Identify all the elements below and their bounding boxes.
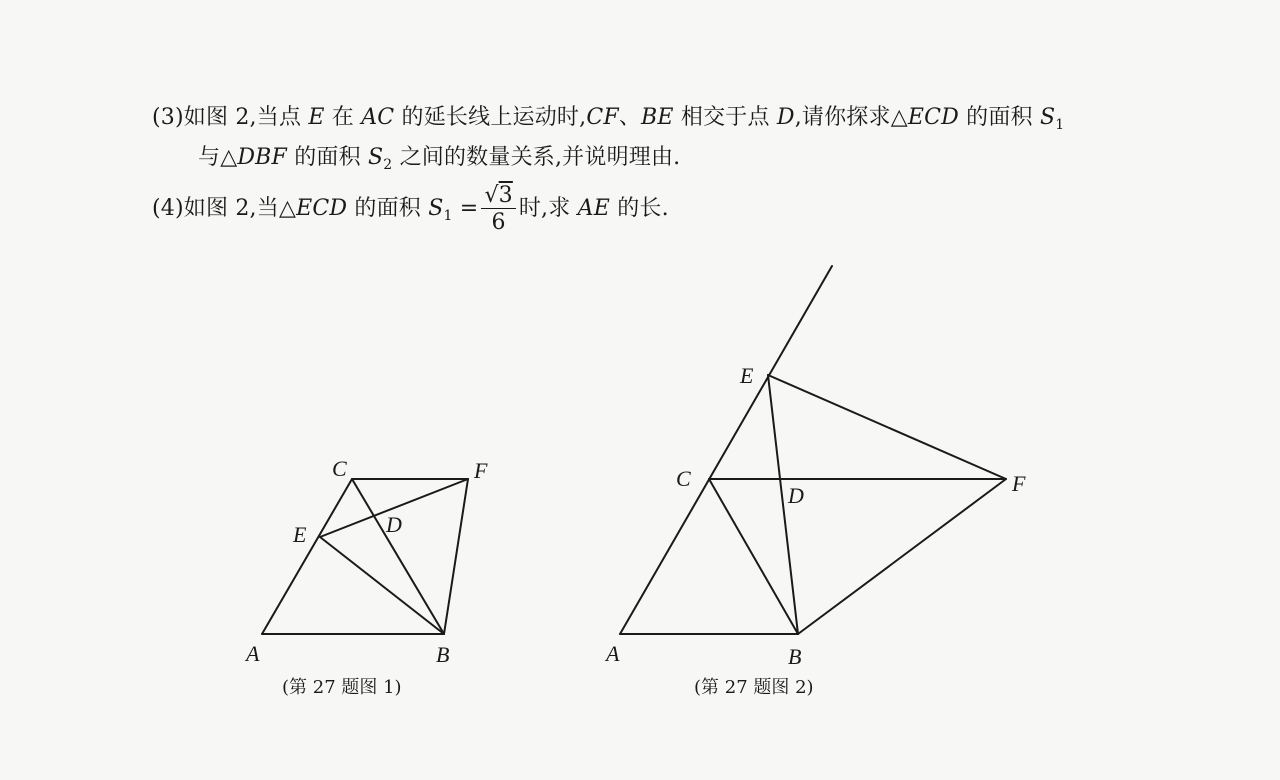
fig1-label-e: E xyxy=(293,522,307,547)
part3-text-4: 、 xyxy=(618,105,642,130)
fig1-segment-cb xyxy=(352,479,444,634)
part4-text-1: 如图 2,当△ xyxy=(183,196,297,222)
part4-text-2: 的面积 xyxy=(347,196,429,222)
fig2-segment-fb xyxy=(798,479,1006,634)
fig1-segment-fb xyxy=(444,479,468,634)
part3-point-d: D xyxy=(776,105,795,130)
part4-area-s1-sub: 1 xyxy=(443,208,453,225)
part3-text-7: 的面积 xyxy=(958,105,1040,130)
sqrt-radicand: 3 xyxy=(498,183,513,208)
part4-text-3: 时,求 xyxy=(518,196,578,222)
part3-area-s1-sub: 1 xyxy=(1055,117,1065,133)
fig2-label-d: D xyxy=(788,483,804,508)
fig1-segment-eb xyxy=(320,537,444,634)
fig1-label-d: D xyxy=(386,512,402,537)
figure1-lines xyxy=(262,479,468,634)
part3-label: (3) xyxy=(152,105,184,130)
part3-line2-text-2: 的面积 xyxy=(287,145,368,170)
fig1-caption: (第 27 题图 1) xyxy=(282,677,402,698)
part3-text-3: 的延长线上运动时, xyxy=(394,105,587,130)
fig1-label-b: B xyxy=(436,642,450,667)
fig2-segment-ef xyxy=(768,375,1006,479)
fig2-label-a: A xyxy=(606,641,620,666)
fig2-label-b: B xyxy=(788,644,802,669)
part3-text-5: 相交于点 xyxy=(673,105,777,130)
part3-area-s2: S xyxy=(368,145,384,170)
fig1-label-a: A xyxy=(246,641,260,666)
part3-text-1: 如图 2,当点 xyxy=(183,105,309,130)
part3-text-6: ,请你探求△ xyxy=(794,105,908,130)
figure2-lines xyxy=(620,266,1006,634)
part3-segment-cf: CF xyxy=(586,105,619,130)
fig1-label-f: F xyxy=(474,458,488,483)
part3-area-s2-sub: 2 xyxy=(383,157,393,173)
fig2-segment-cb xyxy=(709,479,798,634)
part3-line2-text-1: 与△ xyxy=(198,145,238,170)
part4-text-4: 的长. xyxy=(610,196,669,222)
part4-equals: = xyxy=(452,196,479,222)
fig2-label-f: F xyxy=(1012,471,1026,496)
fig1-label-c: C xyxy=(332,456,347,481)
fig1-segment-ac xyxy=(262,479,352,634)
part4-segment-ae: AE xyxy=(577,196,611,222)
part4-label: (4) xyxy=(152,196,184,222)
part3-text-2: 在 xyxy=(324,105,362,130)
part3-line2-text-3: 之间的数量关系,并说明理由. xyxy=(392,145,681,170)
fig2-label-e: E xyxy=(740,363,754,388)
fig2-caption: (第 27 题图 2) xyxy=(694,677,814,698)
part3-triangle-dbf: DBF xyxy=(237,145,287,170)
part3-segment-ac: AC xyxy=(361,105,395,130)
part3-triangle-ecd: ECD xyxy=(907,105,959,130)
part4-area-s1: S xyxy=(428,196,444,222)
part3-area-s1: S xyxy=(1039,105,1056,130)
fig2-label-c: C xyxy=(676,466,691,491)
part4-triangle-ecd: ECD xyxy=(296,196,348,222)
part4-fraction-denominator: 6 xyxy=(491,210,506,236)
part3-segment-be: BE xyxy=(641,105,674,130)
fig2-ray-ae xyxy=(620,266,832,634)
part3-point-e: E xyxy=(308,105,325,130)
sqrt-symbol: √ xyxy=(484,183,499,208)
